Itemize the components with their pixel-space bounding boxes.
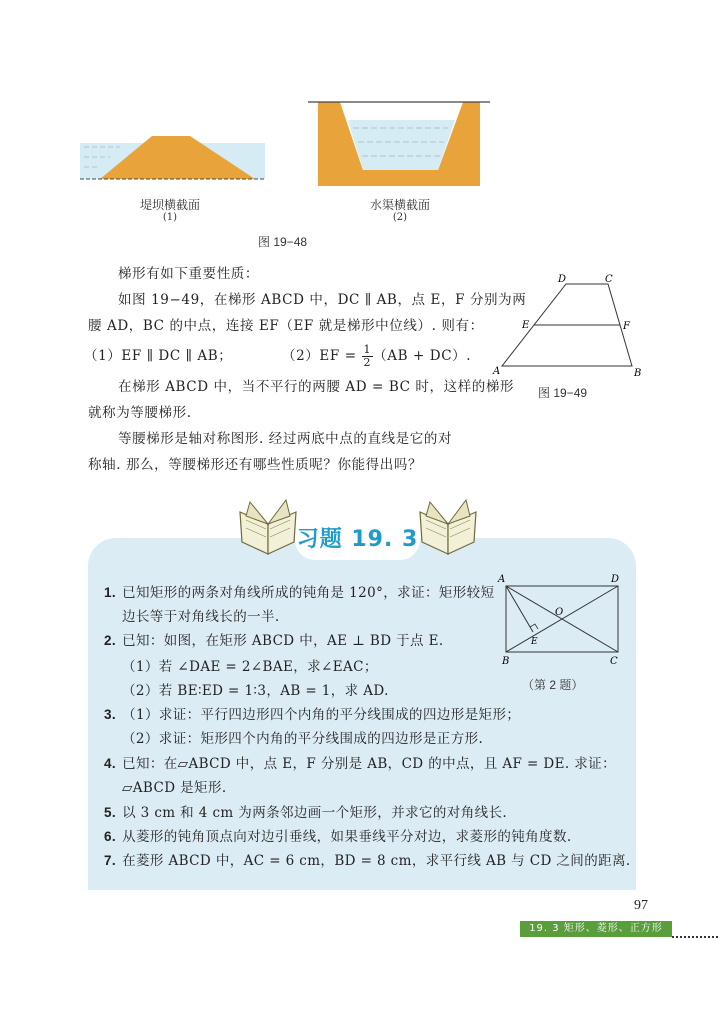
section-footer-bar: 19. 3 矩形、菱形、正方形: [520, 921, 672, 937]
exercise-2-line3: （2）若 BE∶ED = 1∶3，AB = 1，求 AD.: [122, 683, 389, 699]
trap-label-B: B: [634, 368, 642, 379]
exercise-5: 5. 以 3 cm 和 4 cm 为两条邻边画一个矩形，并求它的对角线长.: [104, 805, 508, 821]
rect-label-O: O: [555, 607, 564, 618]
exercise-3-line2: （2）求证：矩形四个内角的平分线围成的四边形是正方形.: [122, 731, 484, 747]
caption-dam-sub: (1): [162, 212, 178, 223]
footer-dotted-line: [672, 936, 718, 938]
figure-19-49-label: 图 19−49: [538, 386, 588, 400]
text-prop2: （2）EF = $\frac{1}{2}$ （AB + DC）.: [282, 343, 472, 369]
dam-cross-section-figure: [80, 125, 265, 185]
trap-label-D: D: [558, 274, 567, 285]
caption-dam: 堤坝横截面: [139, 198, 200, 212]
trap-label-F: F: [623, 321, 630, 332]
text-p4a: 等腰梯形是轴对称图形. 经过两底中点的直线是它的对: [118, 431, 453, 447]
text-p3b: 就称为等腰梯形.: [88, 405, 192, 421]
trap-label-A: A: [493, 366, 501, 377]
text-p2b: 腰 AD，BC 的中点，连接 EF（EF 就是梯形中位线）. 则有：: [88, 318, 484, 334]
rectangle-figure: [496, 568, 626, 668]
fraction-half: $\frac{1}{2}$: [363, 343, 372, 369]
rect-label-C: C: [610, 656, 618, 667]
exercise-4-line2: ▱ABCD 是矩形.: [122, 780, 227, 796]
exercise-title: 习题 19. 3: [295, 520, 420, 560]
exercise-2-figure-caption: （第 2 题）: [522, 678, 584, 692]
rect-label-D: D: [611, 574, 620, 585]
rect-label-A: A: [498, 574, 506, 585]
exercise-4: 4. 已知：在▱ABCD 中，点 E，F 分别是 AB，CD 的中点，且 AF = DE. 求证：: [104, 756, 616, 772]
rect-label-E: E: [531, 637, 538, 647]
page-number: 97: [634, 898, 648, 913]
trap-label-E: E: [522, 320, 530, 331]
exercise-2: 2. 已知：如图，在矩形 ABCD 中，AE ⊥ BD 于点 E.: [104, 633, 444, 649]
caption-canal: 水渠横截面: [369, 198, 430, 212]
text-p2a: 如图 19−49，在梯形 ABCD 中，DC ∥ AB，点 E，F 分别为两: [118, 292, 527, 308]
trap-label-C: C: [605, 274, 613, 285]
exercise-1-line2: 边长等于对角线长的一半.: [122, 609, 280, 625]
canal-cross-section-figure: [308, 98, 490, 188]
caption-canal-sub: (2): [392, 212, 408, 223]
exercise-1: 1. 已知矩形的两条对角线所成的钝角是 120°，求证：矩形较短: [104, 585, 495, 601]
open-book-icon-left: [236, 498, 300, 562]
trapezoid-figure: [490, 270, 650, 380]
exercise-2-line2: （1）若 ∠DAE = 2∠BAE，求∠EAC；: [122, 659, 378, 675]
exercise-3: 3. （1）求证：平行四边形四个内角的平分线围成的四边形是矩形；: [104, 707, 521, 723]
figure-19-48-label: 图 19−48: [258, 235, 308, 249]
text-p4b: 称轴. 那么，等腰梯形还有哪些性质呢？你能得出吗？: [88, 457, 423, 473]
rect-label-B: B: [502, 656, 510, 667]
text-p1: 梯形有如下重要性质：: [118, 266, 259, 282]
text-prop1: （1）EF ∥ DC ∥ AB；: [84, 348, 233, 364]
exercise-7: 7. 在菱形 ABCD 中，AC = 6 cm，BD = 8 cm，求平行线 AB 与 CD 之间的距离.: [104, 853, 631, 869]
open-book-icon-right: [416, 498, 480, 562]
exercise-6: 6. 从菱形的钝角顶点向对边引垂线，如果垂线平分对边，求菱形的钝角度数.: [104, 829, 572, 845]
text-p3a: 在梯形 ABCD 中，当不平行的两腰 AD = BC 时，这样的梯形: [118, 379, 515, 395]
